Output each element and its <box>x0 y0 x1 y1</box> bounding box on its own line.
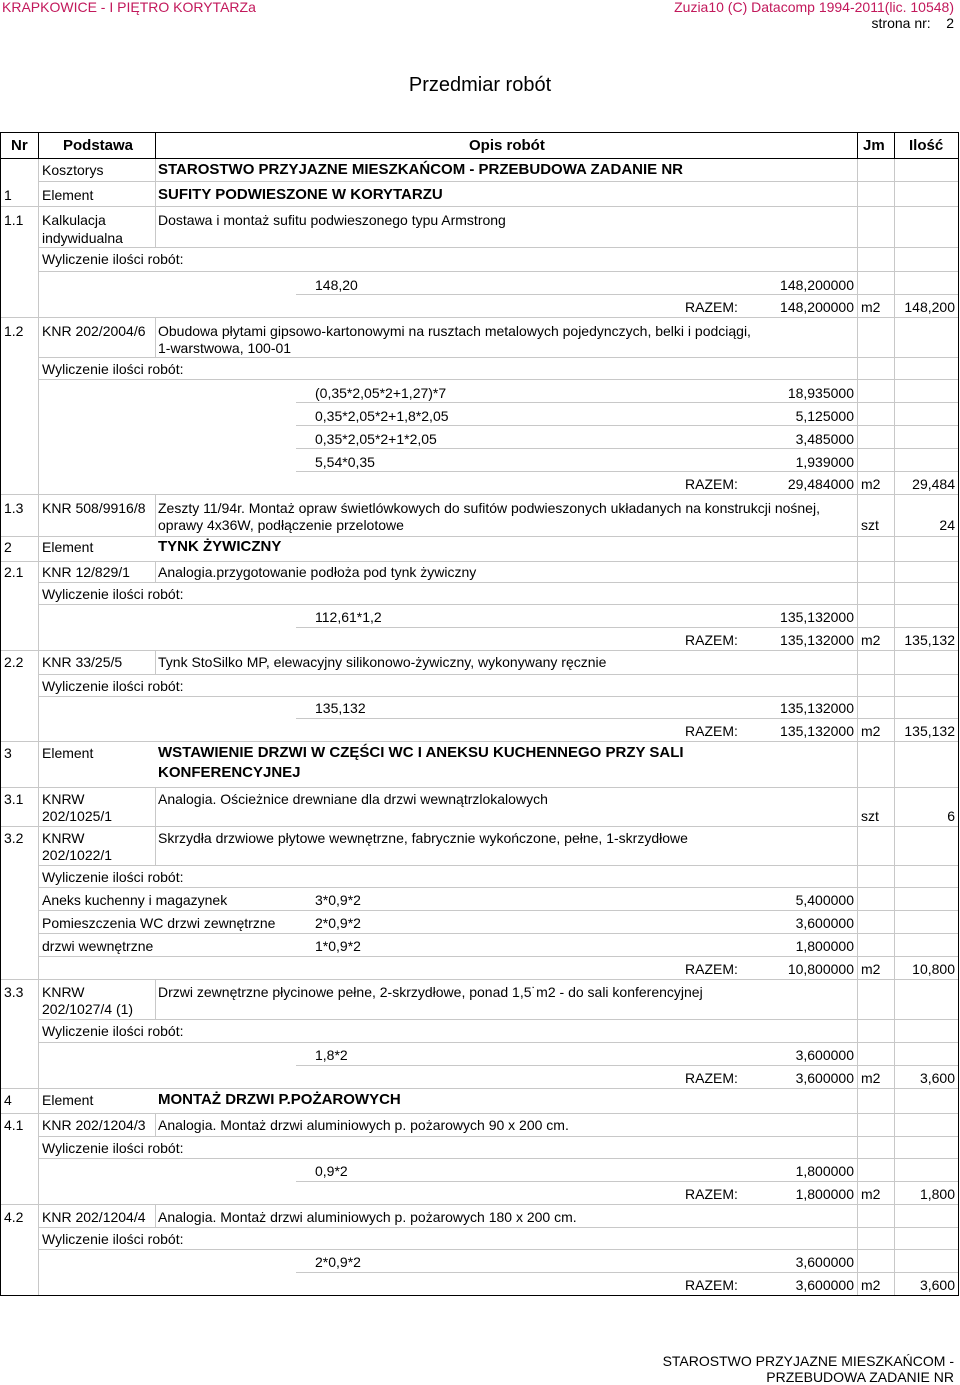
quantity: 148,200 <box>904 299 955 315</box>
divider <box>38 133 39 159</box>
position-description: Zeszty 11/94r. Montaż opraw świetlówkowych do sufitów podwieszonych układanych na konstrukcji nośnej, <box>158 500 820 516</box>
element-title: TYNK ŻYWICZNY <box>158 538 282 555</box>
calc-formula: (0,35*2,05*2+1,27)*7 <box>315 385 447 401</box>
row-divider <box>1 979 958 980</box>
position-description: Analogia. Montaż drzwi aluminiowych p. pożarowych 90 x 200 cm. <box>158 1117 569 1133</box>
row-divider <box>296 1065 958 1066</box>
position-basis: KNR 202/1204/3 <box>42 1117 146 1133</box>
element-label: Element <box>42 187 94 203</box>
element-label: Element <box>42 539 94 555</box>
unit: m2 <box>861 1186 881 1202</box>
calc-formula: 1*0,9*2 <box>315 938 361 954</box>
quantity: 1,800 <box>919 1186 955 1202</box>
page-number: strona nr: 2 <box>871 15 954 31</box>
calc-formula: 2*0,9*2 <box>315 915 361 931</box>
position-basis: KNR 33/25/5 <box>42 654 123 670</box>
col-jm: Jm <box>863 137 885 154</box>
divider <box>857 133 858 159</box>
position-description: Skrzydła drzwiowe płytowe wewnętrzne, fabrycznie wykończone, pełne, 1-skrzydłowe <box>158 830 688 846</box>
divider <box>155 181 156 247</box>
total-value: 148,200000 <box>780 299 854 315</box>
row-divider <box>38 271 958 272</box>
quantity: 24 <box>939 517 955 533</box>
total-value: 3,600000 <box>795 1277 854 1293</box>
row-divider <box>38 379 958 380</box>
element-nr: 1 <box>4 187 12 203</box>
calc-value: 1,800000 <box>795 938 854 954</box>
divider <box>155 494 156 536</box>
quantity: 6 <box>947 808 955 824</box>
col-podstawa: Podstawa <box>63 137 134 154</box>
quantity: 135,132 <box>904 632 955 648</box>
unit: m2 <box>861 476 881 492</box>
calc-description: Pomieszczenia WC drzwi zewnętrzne <box>42 915 276 931</box>
row-divider <box>1 206 958 207</box>
program-info: Zuzia10 (C) Datacomp 1994-2011(lic. 10548) <box>674 0 954 15</box>
unit: szt <box>861 517 879 533</box>
total-label: RAZEM: <box>685 476 738 492</box>
position-basis: indywidualna <box>42 230 123 246</box>
calc-value: 1,939000 <box>795 454 854 470</box>
divider <box>155 561 156 582</box>
row-divider <box>1 317 958 318</box>
position-description: Obudowa płytami gipsowo-kartonowymi na rusztach metalowych pojedynczych, belki i podciągi, <box>158 323 751 339</box>
calc-value: 3,485000 <box>795 431 854 447</box>
calc-value: 3,600000 <box>795 915 854 931</box>
unit: m2 <box>861 723 881 739</box>
calc-label: Wyliczenie ilości robót: <box>42 251 184 267</box>
calc-value: 1,800000 <box>795 1163 854 1179</box>
quantity: 10,800 <box>912 961 955 977</box>
quantity: 3,600 <box>919 1070 955 1086</box>
row-divider <box>38 582 958 583</box>
total-label: RAZEM: <box>685 1186 738 1202</box>
unit: szt <box>861 808 879 824</box>
row-divider <box>1 787 958 788</box>
element-title: SUFITY PODWIESZONE W KORYTARZU <box>158 186 443 203</box>
total-label: RAZEM: <box>685 1070 738 1086</box>
row-divider <box>1 1113 958 1114</box>
position-nr: 3.3 <box>4 984 24 1000</box>
position-nr: 4.1 <box>4 1117 24 1133</box>
calc-value: 148,200000 <box>780 277 854 293</box>
footer <box>663 1353 954 1385</box>
position-basis: 202/1027/4 (1) <box>42 1001 134 1017</box>
calc-description: Aneks kuchenny i magazynek <box>42 892 228 908</box>
row-divider <box>296 294 958 295</box>
calc-formula: 3*0,9*2 <box>315 892 361 908</box>
row-divider <box>1 494 958 495</box>
position-basis: 202/1025/1 <box>42 808 113 824</box>
total-value: 135,132000 <box>780 632 854 648</box>
row-divider <box>1 741 958 742</box>
total-label: RAZEM: <box>685 723 738 739</box>
position-nr: 3.2 <box>4 830 24 846</box>
quantity: 29,484 <box>912 476 955 492</box>
position-description: oprawy 4x36W, podłączenie przelotowe <box>158 517 404 533</box>
divider <box>155 650 156 674</box>
row-divider <box>38 247 958 248</box>
divider <box>155 317 156 357</box>
element-nr: 4 <box>4 1092 12 1108</box>
row-divider <box>296 448 958 449</box>
calc-value: 135,132000 <box>780 609 854 625</box>
position-description: Analogia. Ościeżnice drewniane dla drzwi wewnątrzlokalowych <box>158 791 548 807</box>
page-title: Przedmiar robót <box>408 74 552 96</box>
total-value: 3,600000 <box>795 1070 854 1086</box>
row-divider <box>1 536 958 537</box>
row-divider <box>38 933 958 934</box>
total-label: RAZEM: <box>685 1277 738 1293</box>
calc-value: 3,600000 <box>795 1047 854 1063</box>
position-description: Dostawa i montaż sufitu podwieszonego typu Armstrong <box>158 212 506 228</box>
row-divider <box>296 402 958 403</box>
calc-formula: 135,132 <box>315 700 366 716</box>
total-value: 29,484000 <box>787 476 854 492</box>
total-label: RAZEM: <box>685 632 738 648</box>
row-divider <box>38 696 958 697</box>
position-nr: 1.3 <box>4 500 24 516</box>
position-basis: KNR 508/9916/8 <box>42 500 146 516</box>
divider <box>155 1204 156 1227</box>
element-label: Element <box>42 745 94 761</box>
row-divider <box>1 826 958 827</box>
row-divider <box>38 674 958 675</box>
unit: m2 <box>861 961 881 977</box>
position-description: Drzwi zewnętrzne płycinowe pełne, 2-skrzydłowe, ponad 1,5˙m2 - do sali konferencyjnej <box>158 984 703 1000</box>
calc-value: 5,125000 <box>795 408 854 424</box>
footer-line: PRZEBUDOWA ZADANIE NR <box>766 1369 954 1385</box>
row-divider <box>38 910 958 911</box>
calc-formula: 2*0,9*2 <box>315 1254 361 1270</box>
calc-value: 5,400000 <box>795 892 854 908</box>
divider <box>894 159 895 1295</box>
divider <box>155 787 156 865</box>
position-basis: 202/1022/1 <box>42 847 113 863</box>
total-value: 135,132000 <box>780 723 854 739</box>
col-opis: Opis robót <box>469 137 545 154</box>
position-nr: 2.1 <box>4 564 24 580</box>
element-nr: 3 <box>4 745 12 761</box>
position-basis: KNR 12/829/1 <box>42 564 130 580</box>
row-divider <box>38 1227 958 1228</box>
total-value: 1,800000 <box>795 1186 854 1202</box>
row-divider <box>38 1019 958 1020</box>
quantity: 3,600 <box>919 1277 955 1293</box>
element-label: Element <box>42 1092 94 1108</box>
divider <box>857 159 858 1295</box>
calc-label: Wyliczenie ilości robót: <box>42 1023 184 1039</box>
calc-label: Wyliczenie ilości robót: <box>42 361 184 377</box>
row-divider <box>296 1181 958 1182</box>
calc-description: drzwi wewnętrzne <box>42 938 154 954</box>
row-divider <box>38 1249 958 1250</box>
position-basis: Kalkulacja <box>42 212 106 228</box>
position-basis: KNR 202/2004/6 <box>42 323 146 339</box>
estimate-table <box>0 132 959 1296</box>
calc-formula: 112,61*1,2 <box>315 609 382 625</box>
row-divider <box>296 425 958 426</box>
position-nr: 1.1 <box>4 212 24 228</box>
position-nr: 1.2 <box>4 323 24 339</box>
row-divider <box>38 604 958 605</box>
calc-label: Wyliczenie ilości robót: <box>42 586 184 602</box>
position-basis: KNRW <box>42 984 85 1000</box>
row-divider <box>1 561 958 562</box>
calc-label: Wyliczenie ilości robót: <box>42 1231 184 1247</box>
quantity: 135,132 <box>904 723 955 739</box>
unit: m2 <box>861 632 881 648</box>
kosztorys-title: STAROSTWO PRZYJAZNE MIESZKAŃCOM - PRZEBUDOWA ZADANIE NR <box>158 161 683 178</box>
row-divider <box>1 1088 958 1089</box>
row-divider <box>296 718 958 719</box>
calc-label: Wyliczenie ilości robót: <box>42 678 184 694</box>
element-title: KONFERENCYJNEJ <box>158 764 301 781</box>
row-divider <box>38 887 958 888</box>
unit: m2 <box>861 1277 881 1293</box>
row-divider <box>38 1158 958 1159</box>
col-ilosc: Ilość <box>909 137 944 154</box>
calc-formula: 0,35*2,05*2+1,8*2,05 <box>315 408 449 424</box>
position-nr: 2.2 <box>4 654 24 670</box>
row-divider <box>1 1204 958 1205</box>
position-basis: KNRW <box>42 791 85 807</box>
divider <box>155 979 156 1019</box>
calc-formula: 5,54*0,35 <box>315 454 375 470</box>
divider <box>38 159 39 1295</box>
row-divider <box>296 471 958 472</box>
position-basis: KNR 202/1204/4 <box>42 1209 146 1225</box>
calc-label: Wyliczenie ilości robót: <box>42 1140 184 1156</box>
position-description: Analogia.przygotowanie podłoża pod tynk żywiczny <box>158 564 477 580</box>
position-nr: 3.1 <box>4 791 24 807</box>
row-divider <box>38 357 958 358</box>
col-nr: Nr <box>11 137 28 154</box>
position-description: Tynk StoSilko MP, elewacyjny silikonowo-żywiczny, wykonywany ręcznie <box>158 654 607 670</box>
row-divider <box>38 1042 958 1043</box>
header-left: KRAPKOWICE - I PIĘTRO KORYTARZa <box>2 0 256 15</box>
calc-formula: 0,35*2,05*2+1*2,05 <box>315 431 437 447</box>
position-basis: KNRW <box>42 830 85 846</box>
element-title: MONTAŻ DRZWI P.POŻAROWYCH <box>158 1091 401 1108</box>
header-divider <box>1 158 958 159</box>
row-divider <box>38 181 958 182</box>
element-title: WSTAWIENIE DRZWI W CZĘŚCI WC I ANEKSU KUCHENNEGO PRZY SALI <box>158 744 684 761</box>
element-nr: 2 <box>4 539 12 555</box>
total-label: RAZEM: <box>685 299 738 315</box>
row-divider <box>296 627 958 628</box>
calc-value: 3,600000 <box>795 1254 854 1270</box>
row-divider <box>38 1136 958 1137</box>
footer-line: STAROSTWO PRZYJAZNE MIESZKAŃCOM - <box>662 1353 954 1369</box>
row-divider <box>38 865 958 866</box>
position-description: 1-warstwowa, 100-01 <box>158 340 292 356</box>
calc-label: Wyliczenie ilości robót: <box>42 869 184 885</box>
divider <box>155 1113 156 1136</box>
calc-formula: 1,8*2 <box>315 1047 348 1063</box>
position-description: Analogia. Montaż drzwi aluminiowych p. pożarowych 180 x 200 cm. <box>158 1209 577 1225</box>
divider <box>894 133 895 159</box>
total-value: 10,800000 <box>787 961 854 977</box>
unit: m2 <box>861 1070 881 1086</box>
row-divider <box>1 650 958 651</box>
row-divider <box>38 956 958 957</box>
kosztorys-label: Kosztorys <box>42 162 104 178</box>
calc-value: 135,132000 <box>780 700 854 716</box>
unit: m2 <box>861 299 881 315</box>
position-nr: 4.2 <box>4 1209 24 1225</box>
row-divider <box>296 1272 958 1273</box>
divider <box>155 133 156 159</box>
calc-formula: 0,9*2 <box>315 1163 348 1179</box>
header-right <box>674 0 954 31</box>
calc-formula: 148,20 <box>315 277 358 293</box>
calc-value: 18,935000 <box>787 385 854 401</box>
total-label: RAZEM: <box>685 961 738 977</box>
